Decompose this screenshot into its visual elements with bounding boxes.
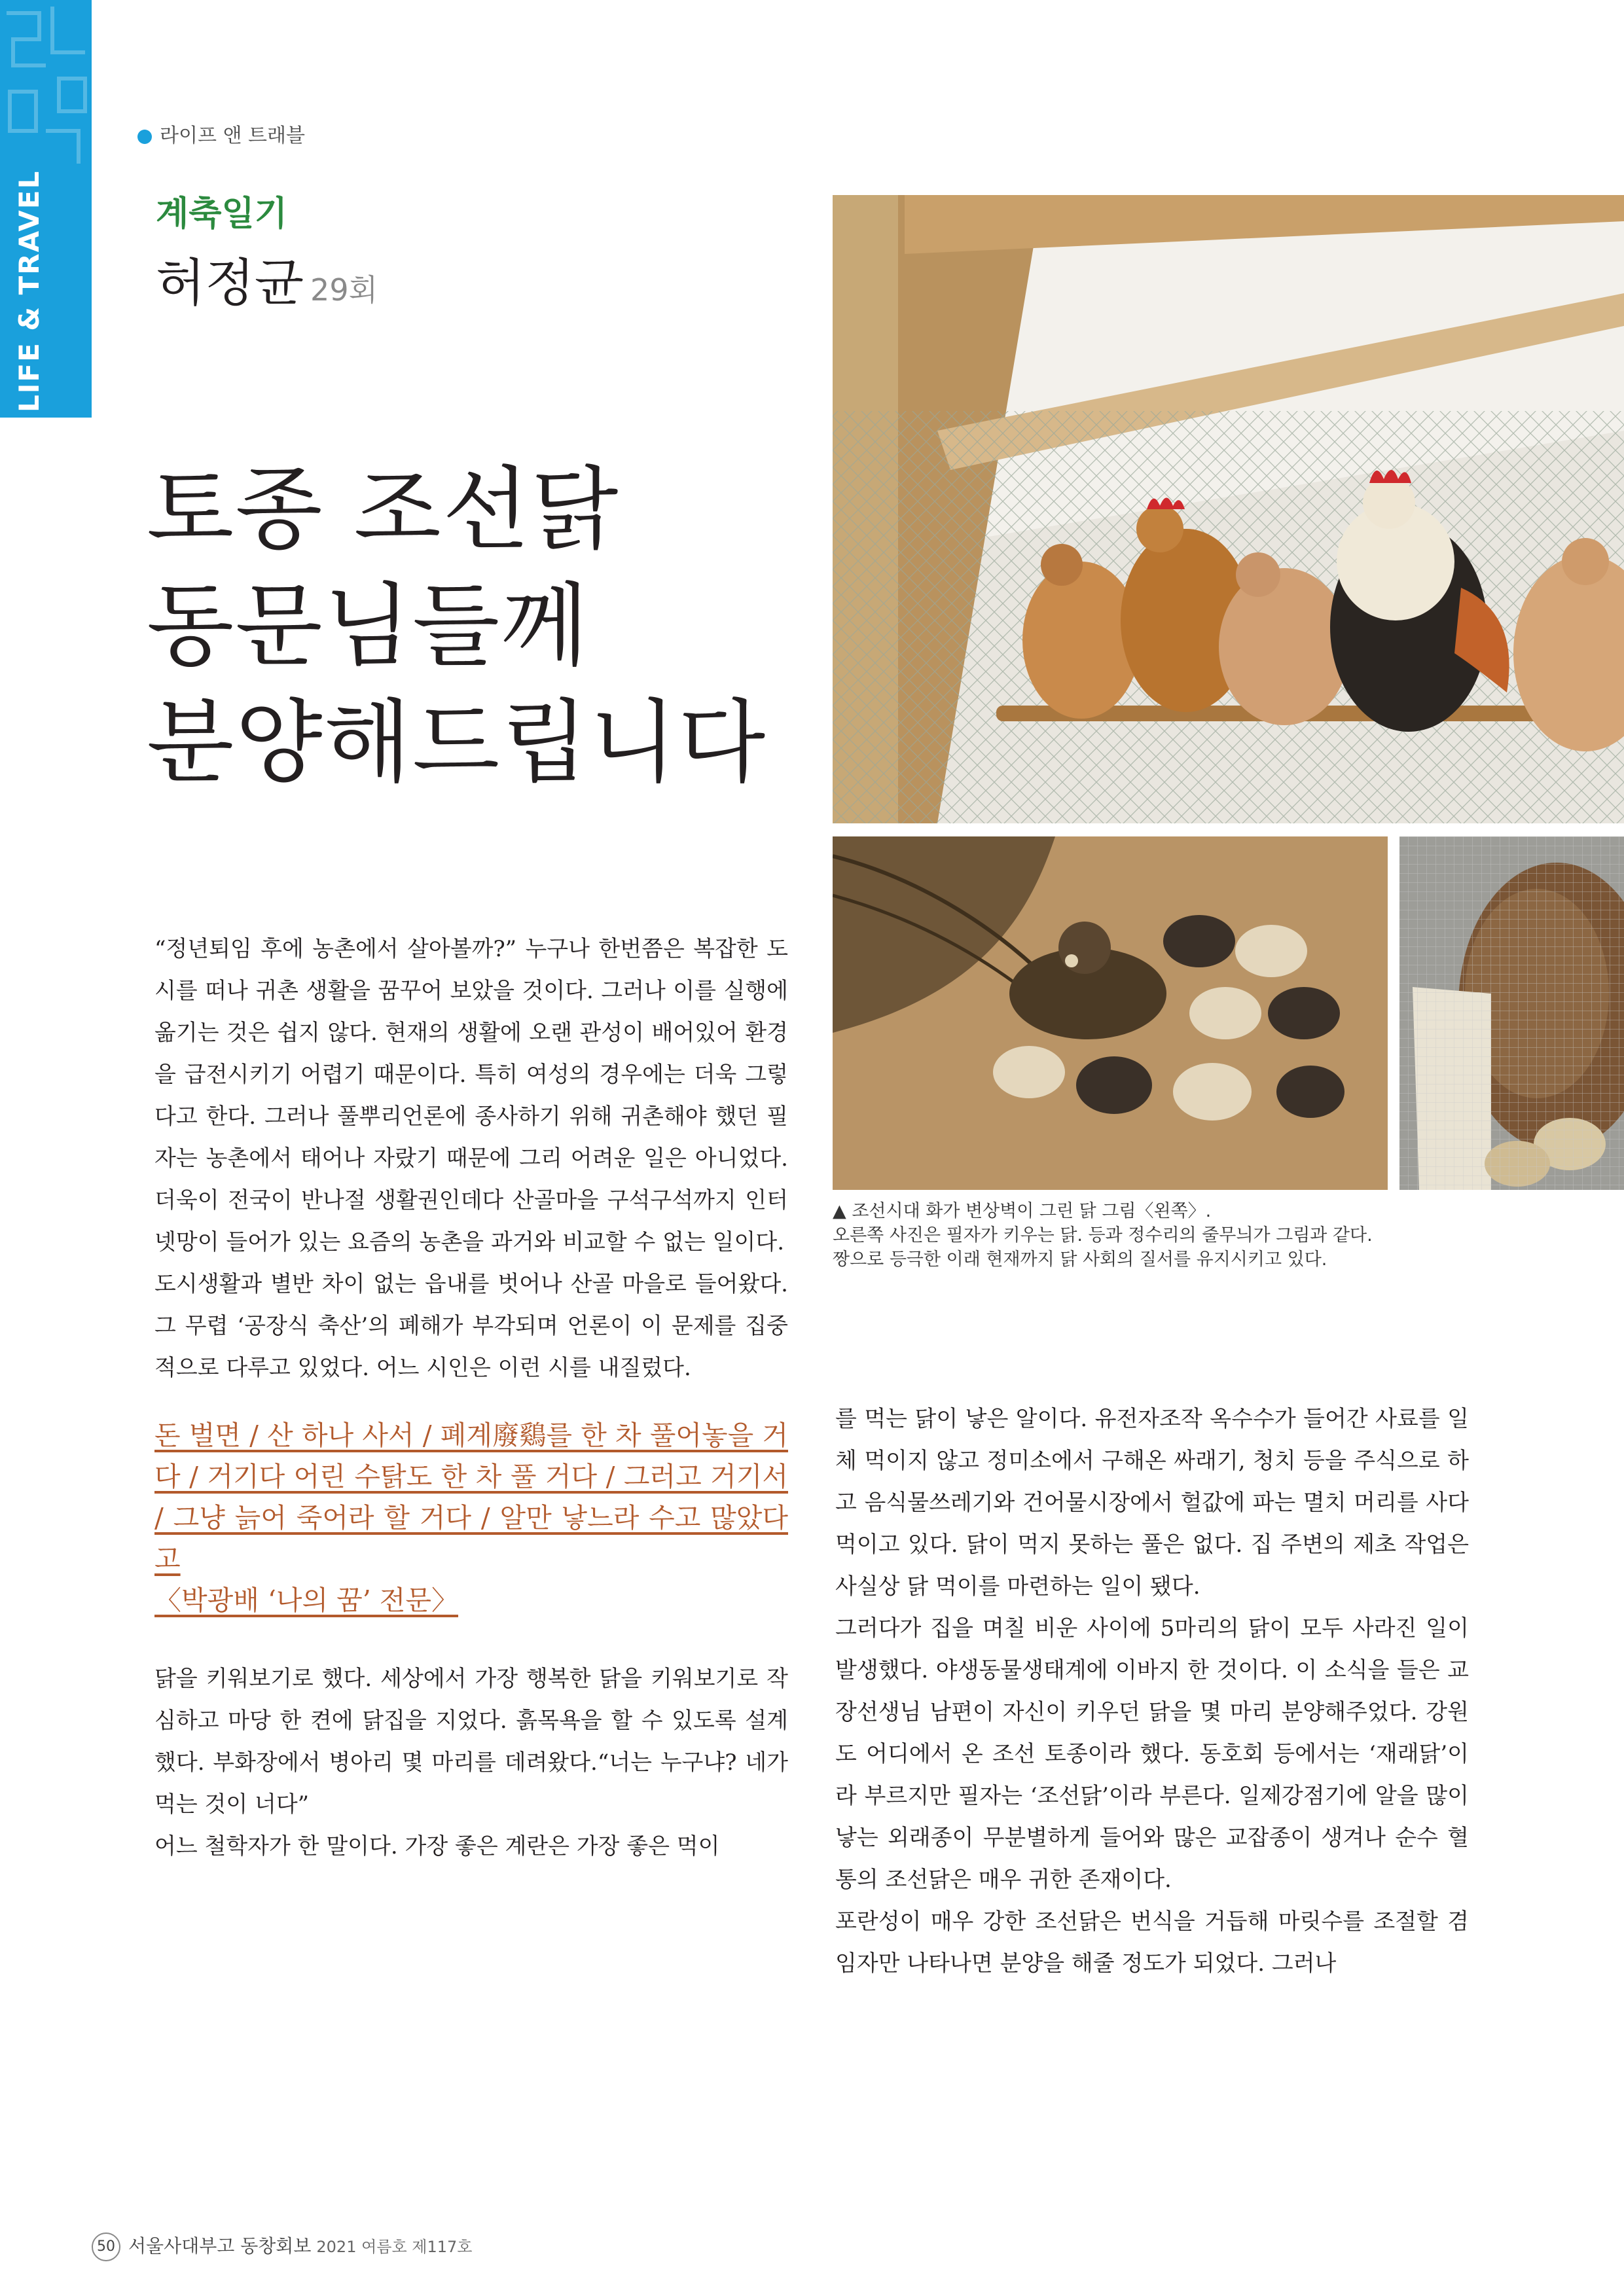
- paragraph: 를 먹는 닭이 낳은 알이다. 유전자조작 옥수수가 들어간 사료를 일체 먹이지 않고 정미소에서 구해온 싸래기, 청치 등을 주식으로 하고 음식물쓰레기와 건어물시장에서 헐값에 파는 멸치 머리를 사다 먹이고 있다. 닭이 먹지 못하는 풀은 없다. 집 주변의 제초 작업은 사실상 닭 먹이를 마련하는 일이 됐다.: [835, 1406, 1469, 1600]
- headline: [147, 452, 767, 801]
- hen-photo: [1399, 836, 1624, 1190]
- side-section-tab: [0, 0, 92, 418]
- paragraph: 포란성이 매우 강한 조선닭은 번식을 거듭해 마릿수를 조절할 겸 임자만 나타나면 분양을 해줄 정도가 되었다. 그러나: [835, 1909, 1469, 1977]
- issue-info: 2021 여름호 제117호: [316, 2238, 473, 2256]
- poem-source: 〈박광배 ‘나의 꿈’ 전문〉: [154, 1585, 459, 1616]
- paragraph: “정년퇴임 후에 농촌에서 살아볼까?” 누구나 한번쯤은 복잡한 도시를 떠나 귀촌 생활을 꿈꾸어 보았을 것이다. 그러나 이를 실행에 옮기는 것은 쉽지 않다. 현재의 생활에 오랜 관성이 배어있어 환경을 급전시키기 어렵기 때문이다. 특히 여성의 경우에는 더욱 그렇다고 한다. 그러나 풀뿌리언론에 종사하기 위해 귀촌해야 했던 필자는 농촌에서 태어나 자랐기 때문에 그리 어려운 일은 아니었다. 더욱이 전국이 반나절 생활권인데다 산골마을 구석구석까지 인터넷망이 들어가 있는 요즘의 농촌을 과거와 비교할 수 없는 일이다.: [154, 936, 788, 1255]
- pattern-decoration: [0, 0, 92, 170]
- paragraph: 그러다가 집을 며칠 비운 사이에 5마리의 닭이 모두 사라진 일이 발생했다. 야생동물생태계에 이바지 한 것이다. 이 소식을 들은 교장선생님 남편이 자신이 키우던 닭을 몇 마리 분양해주었다. 강원도 어디에서 온 조선 토종이라 했다. 동호회 등에서는 ‘재래닭’이라 부르지만 필자는 ‘조선닭’이라 부른다. 일제강점기에 알을 많이 낳는 외래종이 무분별하게 들어와 많은 교잡종이 생겨나 순수 혈통의 조선닭은 매우 귀한 존재이다.: [835, 1615, 1469, 1893]
- poem-quote: 돈 벌면 / 산 하나 사서 / 폐계廢鷄를 한 차 풀어놓을 거다 / 거기다 어린 수탉도 한 차 풀 거다 / 그러고 거기서 / 그냥 늙어 죽어라 할 거다 / 알만 낳느라 수고 많았다고: [154, 1420, 788, 1575]
- caption-line: 짱으로 등극한 이래 현재까지 닭 사회의 질서를 유지시키고 있다.: [833, 1249, 1327, 1270]
- page-footer: [92, 2232, 472, 2261]
- publication-name: 서울사대부고 동창회보: [128, 2235, 312, 2257]
- painting-photo: [833, 836, 1388, 1190]
- paragraph: 어느 철학자가 한 말이다. 가장 좋은 계란은 가장 좋은 먹이: [154, 1833, 720, 1859]
- side-tab-label: LIFE & TRAVEL: [13, 170, 45, 412]
- left-column: [154, 928, 788, 1867]
- headline-line: 분양해드립니다: [147, 690, 767, 795]
- headline-line: 동문님들께: [147, 573, 590, 679]
- chickens-illustration: [833, 195, 1624, 823]
- paragraph: 닭을 키워보기로 했다. 세상에서 가장 행복한 닭을 키워보기로 작심하고 마당 한 켠에 닭집을 지었다. 흙목욕을 할 수 있도록 설계했다. 부화장에서 병아리 몇 마리를 데려왔다.“너는 누구냐? 네가 먹는 것이 너다”: [154, 1666, 788, 1818]
- hen-illustration: [1399, 836, 1624, 1190]
- right-column: [835, 1398, 1469, 1984]
- series-title: 계축일기: [156, 194, 287, 234]
- chickens-photo: [833, 195, 1624, 823]
- photo-caption: [833, 1199, 1487, 1272]
- page-number: 50: [92, 2233, 120, 2261]
- author-line: [156, 242, 378, 315]
- caption-line: ▲ 조선시대 화가 변상벽이 그린 닭 그림〈왼쪽〉.: [833, 1201, 1212, 1221]
- section-label: [137, 119, 305, 148]
- author-class: 29회: [310, 272, 378, 308]
- headline-line: 토종 조선닭: [147, 457, 620, 562]
- section-label-text: 라이프 앤 트래블: [160, 124, 305, 147]
- paragraph: 도시생활과 별반 차이 없는 읍내를 벗어나 산골 마을로 들어왔다. 그 무렵 ‘공장식 축산’의 폐해가 부각되며 언론이 이 문제를 집중적으로 다루고 있었다. 어느 시인은 이런 시를 내질렀다.: [154, 1271, 788, 1381]
- caption-line: 오른쪽 사진은 필자가 키우는 닭. 등과 정수리의 줄무늬가 그림과 같다.: [833, 1225, 1373, 1246]
- author-name: 허정균: [156, 254, 304, 313]
- bullet-icon: [137, 130, 152, 144]
- painting-illustration: [833, 836, 1388, 1190]
